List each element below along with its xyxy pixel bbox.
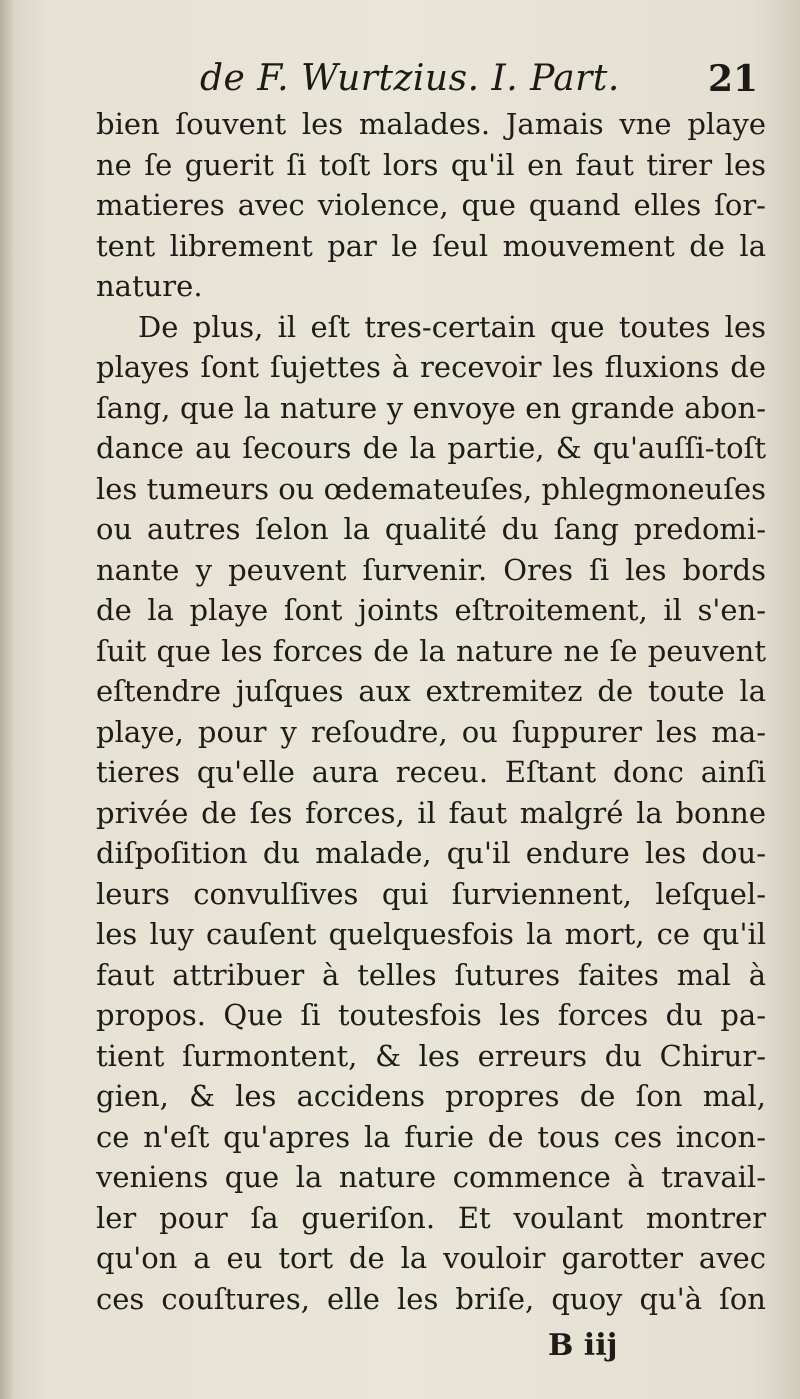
text-line: qu'on a eu tort de la vouloir garotter avec (96, 1241, 766, 1275)
text-line: ne ſe guerit ſi toſt lors qu'il en faut tirer les (96, 147, 766, 182)
text-line: ce n'eſt qu'apres la furie de tous ces incon- (96, 1119, 766, 1154)
text-line: les luy cauſent quelquesfois la mort, ce qu'il (96, 917, 766, 951)
text-line: gien, & les accidens propres de ſon mal, (96, 1079, 766, 1113)
text-line: veniens que la nature commence à travail- (96, 1160, 766, 1194)
text-line: De plus, il eſt tres-certain que toutes les (138, 309, 766, 344)
text-line: playes ſont ſujettes à recevoir les fluxions de (96, 350, 766, 384)
text-line: ces couſtures, elle les briſe, quoy qu'à ſon (96, 1281, 766, 1316)
text-line: tent librement par le ſeul mouvement de la (96, 228, 766, 263)
page-header (0, 58, 800, 108)
text-line: eſtendre juſques aux extremitez de toute la (96, 674, 766, 708)
text-line: tieres qu'elle aura receu. Eſtant donc ainſi (96, 755, 766, 789)
text-line: diſpoſition du malade, qu'il endure les dou- (96, 836, 766, 870)
text-line: ſang, que la nature y envoye en grande abon- (96, 390, 766, 425)
text-line: nature. (96, 269, 203, 303)
text-line: dance au ſecours de la partie, & qu'auſſi-toſt (96, 431, 766, 465)
text-line: playe, pour y reſoudre, ou ſuppurer les ma- (96, 714, 766, 749)
text-line: tient ſurmontent, & les erreurs du Chirur- (96, 1038, 766, 1073)
signature-mark: B iij (548, 1328, 618, 1363)
text-line: nante y peuvent ſurvenir. Ores ſi les bords (96, 552, 766, 587)
text-line: ou autres ſelon la qualité du ſang predomi- (96, 512, 766, 546)
text-line: propos. Que ſi toutesfois les forces du pa- (96, 998, 766, 1032)
gutter-shadow (0, 0, 14, 1399)
text-line: les tumeurs ou œdemateuſes, phlegmoneuſes (96, 471, 766, 506)
text-line: privée de ſes forces, il faut malgré la bonne (96, 795, 766, 830)
text-line: ler pour ſa gueriſon. Et voulant montrer (96, 1200, 766, 1235)
body-text (96, 104, 766, 1319)
page-number: 21 (708, 58, 759, 100)
running-title: de F. Wurtzius. I. Part. (200, 58, 620, 99)
text-line: leurs convulſives qui ſurviennent, leſquel- (96, 876, 766, 911)
text-line: de la playe ſont joints eſtroitement, il s'en- (96, 593, 766, 627)
text-line: matieres avec violence, que quand elles ſor- (96, 188, 766, 222)
text-line: ſuit que les forces de la nature ne ſe peuvent (96, 633, 766, 668)
text-line: faut attribuer à telles ſutures faites mal à (96, 957, 766, 992)
text-line: bien ſouvent les malades. Jamais vne playe (96, 107, 766, 141)
